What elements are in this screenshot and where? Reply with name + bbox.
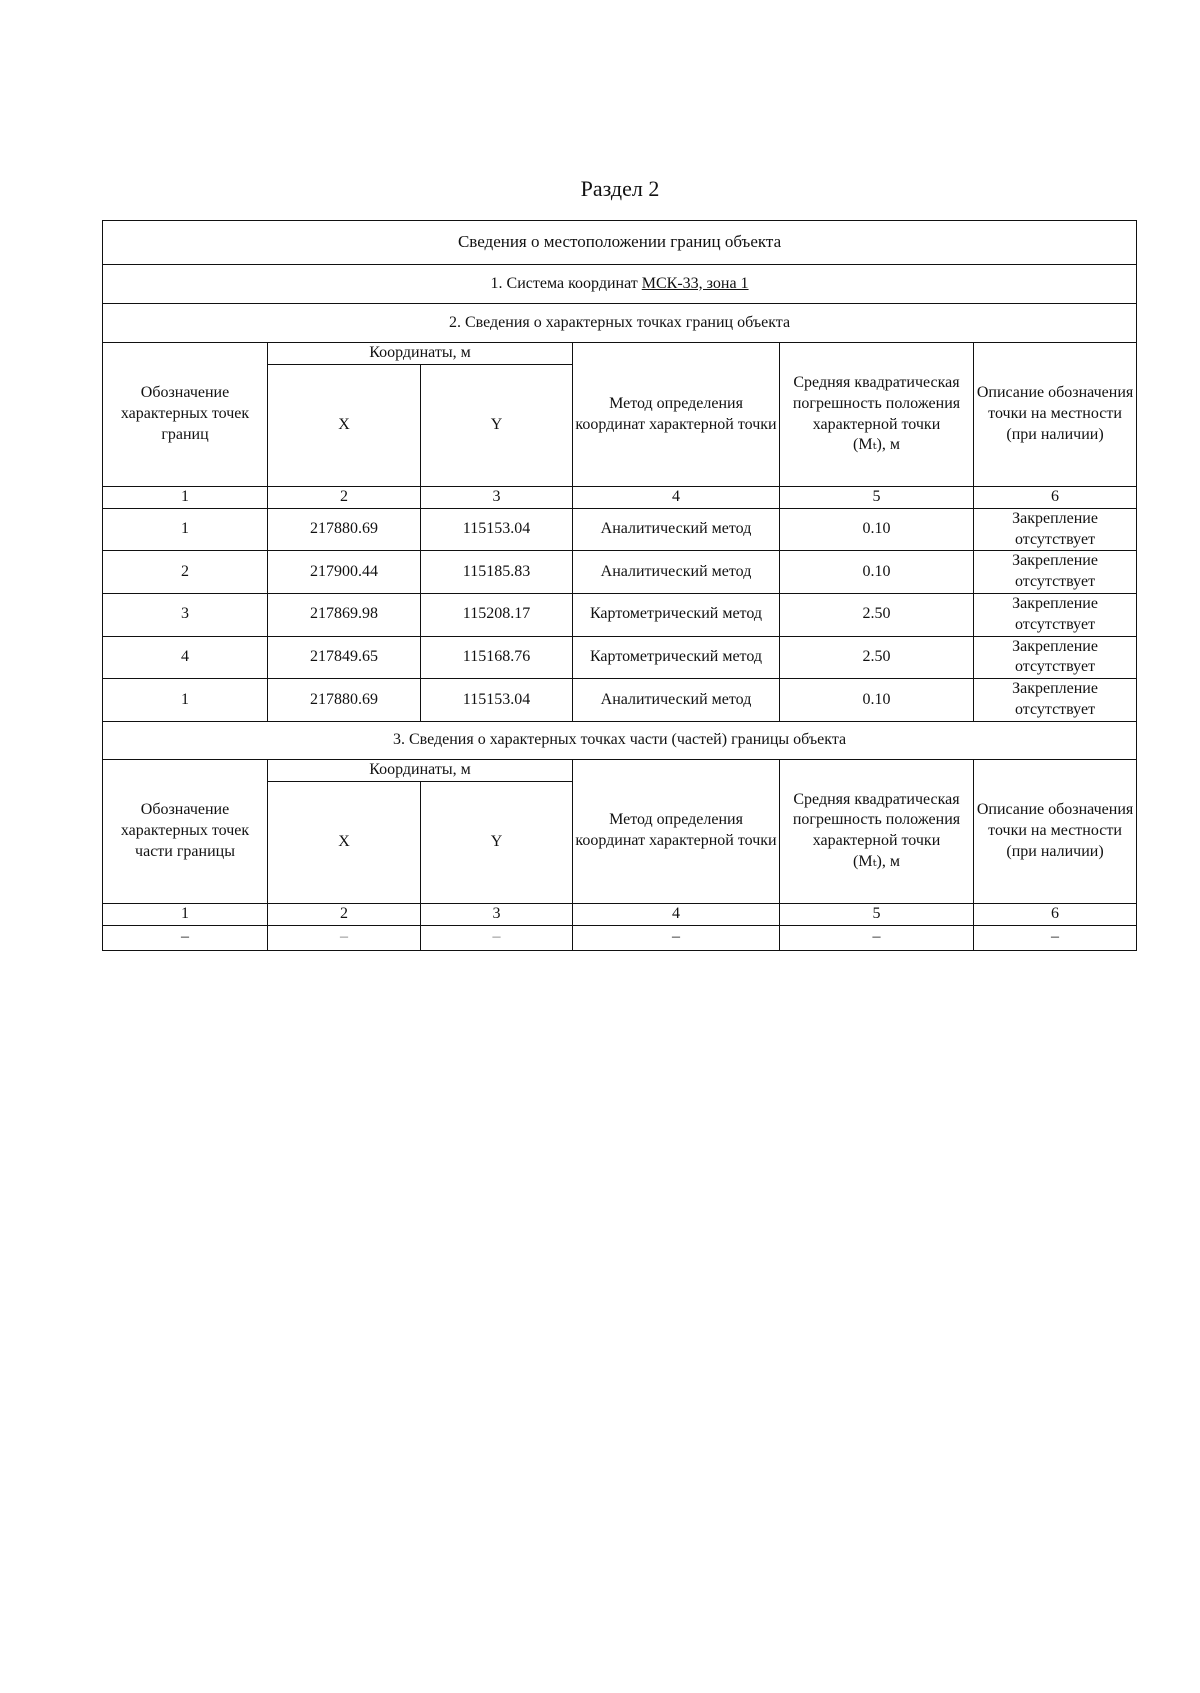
error: 2.50 [780,636,974,679]
method: Картометрический метод [573,593,780,636]
method: Аналитический метод [573,551,780,594]
col-number: 2 [268,903,421,925]
table-title: Сведения о местоположении границ объекта [103,221,1137,265]
table-row [103,593,1137,636]
method: Картометрический метод [573,636,780,679]
header-y: Y [421,781,573,903]
table-row [103,925,1137,950]
coord-x: 217900.44 [268,551,421,594]
header-error-unit: (Mₜ), м [853,853,900,871]
coord-y: – [421,925,573,950]
point-description: Закрепление отсутствует [974,636,1137,679]
part2-heading: 2. Сведения о характерных точках границ объекта [103,304,1137,343]
header-error-text: Средняя квадратическая погрешность положения характерной точки [792,790,961,850]
coord-x: 217880.69 [268,508,421,551]
coord-y: 115208.17 [421,593,573,636]
table-row [103,679,1137,722]
coord-y: 115153.04 [421,679,573,722]
error: 0.10 [780,551,974,594]
table-row [103,551,1137,594]
coord-x: 217849.65 [268,636,421,679]
coord-y: 115168.76 [421,636,573,679]
point-number: 4 [103,636,268,679]
point-description: Закрепление отсутствует [974,593,1137,636]
header-error [780,343,974,487]
header-description: Описание обозначения точки на местности (при наличии) [974,343,1137,487]
header-x: X [268,365,421,487]
header-error-unit: (Mₜ), м [853,436,900,454]
method: Аналитический метод [573,508,780,551]
col-number: 5 [780,903,974,925]
col-number: 6 [974,487,1137,509]
error: 2.50 [780,593,974,636]
point-number: 1 [103,508,268,551]
header-designation: Обозначение характерных точек границ [103,343,268,487]
header-coordinates: Координаты, м [268,343,573,365]
section-title: Раздел 2 [580,176,660,201]
boundary-info-table [102,220,1137,951]
header-description: Описание обозначения точки на местности (при наличии) [974,759,1137,903]
col-number: 2 [268,487,421,509]
point-number: – [103,925,268,950]
point-number: 3 [103,593,268,636]
col-number: 1 [103,487,268,509]
col-number: 3 [421,903,573,925]
header-x: X [268,781,421,903]
coord-x: 217880.69 [268,679,421,722]
col-number: 6 [974,903,1137,925]
point-number: 1 [103,679,268,722]
header-error [780,759,974,903]
header-error-text: Средняя квадратическая погрешность положения характерной точки [792,373,961,433]
coord-y: 115185.83 [421,551,573,594]
header-y: Y [421,365,573,487]
method: – [573,925,780,950]
coord-system-value: МСК-33, зона 1 [641,274,749,292]
col-number: 4 [573,487,780,509]
header-designation: Обозначение характерных точек части границы [103,759,268,903]
part3-heading: 3. Сведения о характерных точках части (частей) границы объекта [103,721,1137,759]
coord-x: 217869.98 [268,593,421,636]
col-number: 5 [780,487,974,509]
method: Аналитический метод [573,679,780,722]
error: 0.10 [780,679,974,722]
point-description: Закрепление отсутствует [974,551,1137,594]
error: 0.10 [780,508,974,551]
col-number: 4 [573,903,780,925]
header-coordinates: Координаты, м [268,759,573,781]
error: – [780,925,974,950]
coord-x: – [268,925,421,950]
point-number: 2 [103,551,268,594]
header-method: Метод определения координат характерной точки [573,343,780,487]
table-row [103,636,1137,679]
point-description: – [974,925,1137,950]
coord-system-row [103,265,1137,304]
point-description: Закрепление отсутствует [974,679,1137,722]
table-row [103,508,1137,551]
coord-y: 115153.04 [421,508,573,551]
header-method: Метод определения координат характерной точки [573,759,780,903]
col-number: 3 [421,487,573,509]
point-description: Закрепление отсутствует [974,508,1137,551]
col-number: 1 [103,903,268,925]
coord-system-label: 1. Система координат [490,274,638,292]
